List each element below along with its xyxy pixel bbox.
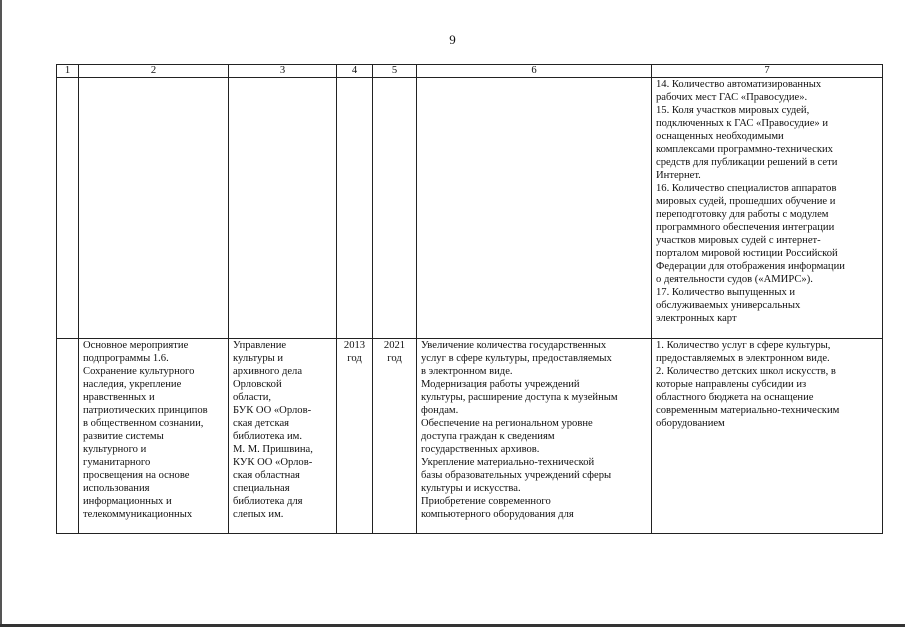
text-line: Укрепление материально-технической [421, 457, 595, 468]
text-line: доступа граждан к сведениям [421, 431, 555, 442]
text-line: порталом мировой юстиции Российской [656, 248, 838, 259]
text-line: просвещения на основе [83, 470, 190, 481]
header-row [57, 65, 883, 78]
text-line: 15. Коля участков мировых судей, [656, 105, 810, 116]
row2-measure-name [79, 339, 229, 534]
row1-col2 [79, 78, 229, 339]
row2-col1 [57, 339, 79, 534]
text-line: обслуживаемых универсальных [656, 300, 801, 311]
text-line: областного бюджета на оснащение [656, 392, 814, 403]
text-line: Управление [233, 340, 287, 351]
text-line: компьютерного оборудования для [421, 509, 574, 520]
text-line: год [347, 353, 362, 364]
text-line: мировых судей, прошедших обучение и [656, 196, 836, 207]
text-line: библиотека для [233, 496, 303, 507]
header-cell-6: 6 [417, 65, 652, 78]
header-cell-5: 5 [373, 65, 417, 78]
text-line: государственных архивов. [421, 444, 540, 455]
page-number: 9 [449, 32, 456, 47]
text-line: в электронном виде. [421, 366, 513, 377]
text-line: о деятельности судов («АМИРС»). [656, 274, 813, 285]
text-line: подключенных к ГАС «Правосудие» и [656, 118, 829, 129]
text-line: подпрограммы 1.6. [83, 353, 169, 364]
text-line: средств для публикации решений в сети [656, 157, 838, 168]
text-line: 16. Количество специалистов аппаратов [656, 183, 837, 194]
row2-expected-results [417, 339, 652, 534]
text-line: нравственных и [83, 392, 155, 403]
text-line: области, [233, 392, 272, 403]
text-line: 17. Количество выпущенных и [656, 287, 796, 298]
text-line: которые направлены субсидии из [656, 379, 807, 390]
text-line: специальная [233, 483, 290, 494]
header-cell-2: 2 [79, 65, 229, 78]
header-cell-7: 7 [652, 65, 883, 78]
text-line: Орловской [233, 379, 282, 390]
text-line: культуры и искусства. [421, 483, 521, 494]
row1-col5 [373, 78, 417, 339]
text-line: переподготовку для работы с модулем [656, 209, 829, 220]
text-line: в общественном сознании, [83, 418, 204, 429]
row1-col1 [57, 78, 79, 339]
text-line: ская детская [233, 418, 290, 429]
text-line: телекоммуникационных [83, 509, 193, 520]
text-line: патриотических принципов [83, 405, 208, 416]
text-line: 2. Количество детских школ искусств, в [656, 366, 836, 377]
header-cell-1: 1 [57, 65, 79, 78]
text-line: Интернет. [656, 170, 701, 181]
program-table [56, 64, 883, 534]
text-line: слепых им. [233, 509, 284, 520]
text-line: Обеспечение на региональном уровне [421, 418, 593, 429]
row1-col3 [229, 78, 337, 339]
text-line: электронных карт [656, 313, 737, 324]
text-line: оборудованием [656, 418, 725, 429]
text-line: 14. Количество автоматизированных [656, 79, 822, 90]
text-line: использования [83, 483, 150, 494]
row2-end-year [373, 339, 417, 534]
text-line: КУК ОО «Орлов- [233, 457, 313, 468]
text-line: Сохранение культурного [83, 366, 195, 377]
text-line: М. М. Пришвина, [233, 444, 313, 455]
text-line: гуманитарного [83, 457, 151, 468]
text-line: Приобретение современного [421, 496, 551, 507]
page-bottom-border [0, 624, 905, 627]
text-line: фондам. [421, 405, 459, 416]
text-line: информационных и [83, 496, 172, 507]
text-line: предоставляемых в электронном виде. [656, 353, 830, 364]
text-line: культуры и [233, 353, 284, 364]
header-cell-4: 4 [337, 65, 373, 78]
text-line: ская областная [233, 470, 300, 481]
text-line: оснащенных необходимыми [656, 131, 784, 142]
row2-responsible [229, 339, 337, 534]
text-line: культуры, расширение доступа к музейным [421, 392, 618, 403]
text-line: современным материально-техническим [656, 405, 840, 416]
text-line: 1. Количество услуг в сфере культуры, [656, 340, 831, 351]
text-line: участков мировых судей с интернет- [656, 235, 821, 246]
row2-indicators [652, 339, 883, 534]
header-cell-3: 3 [229, 65, 337, 78]
text-line: программного обеспечения интеграции [656, 222, 835, 233]
row1-col6 [417, 78, 652, 339]
text-line: культурного и [83, 444, 147, 455]
text-line: услуг в сфере культуры, предоставляемых [421, 353, 612, 364]
text-line: развитие системы [83, 431, 164, 442]
text-line: Основное мероприятие [83, 340, 189, 351]
text-line: наследия, укрепление [83, 379, 182, 390]
text-line: Увеличение количества государственных [421, 340, 607, 351]
row1-col4 [337, 78, 373, 339]
text-line: БУК ОО «Орлов- [233, 405, 312, 416]
text-line: рабочих мест ГАС «Правосудие». [656, 92, 808, 103]
text-line: комплексами программно-технических [656, 144, 833, 155]
page-left-border [0, 0, 2, 625]
text-line: архивного дела [233, 366, 303, 377]
text-line: год [387, 353, 402, 364]
text-line: Федерации для отображения информации [656, 261, 845, 272]
row2-start-year [337, 339, 373, 534]
table-row [57, 339, 883, 534]
row1-indicators [652, 78, 883, 339]
text-line: библиотека им. [233, 431, 302, 442]
text-line: 2013 [343, 340, 366, 351]
table-row [57, 78, 883, 339]
text-line: базы образовательных учреждений сферы [421, 470, 612, 481]
text-line: 2021 [383, 340, 406, 351]
text-line: Модернизация работы учреждений [421, 379, 580, 390]
